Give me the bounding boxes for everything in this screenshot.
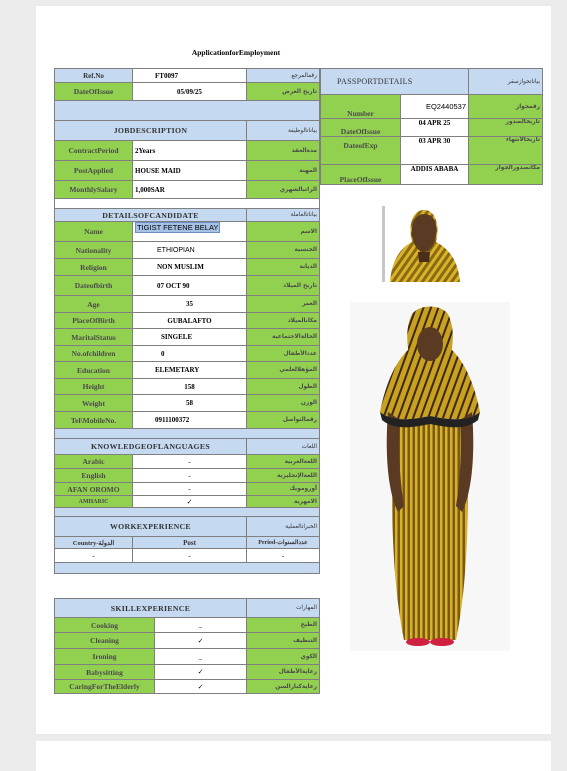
skill-babysitting-row: [55, 665, 320, 680]
skill-ironing-row: [55, 649, 320, 665]
post-label: PostApplied: [55, 161, 133, 181]
contract-value: 2Years: [133, 141, 247, 161]
ref-ar: رقمالمرجع: [247, 69, 320, 83]
contract-row: [55, 141, 320, 161]
candidate-header-ar: بياناتالعاملة: [247, 209, 320, 222]
salary-value: 1,000SAR: [133, 181, 247, 199]
lang-english-label: English: [55, 469, 133, 483]
headshot-photo: [382, 206, 465, 282]
phone-label: Tel\MobileNo.: [55, 412, 133, 429]
ref-value: FT0097: [133, 69, 247, 83]
passport-header: PASSPORTDETAILS: [321, 69, 469, 95]
work-col-country: Country-الدولة: [55, 537, 133, 549]
pob-value: GUBALAFTO: [133, 313, 247, 329]
skill-cleaning-row: [55, 633, 320, 649]
skills-header: SKILLEXPERIENCE: [55, 599, 247, 618]
skill-cooking-value: _: [155, 618, 247, 633]
children-ar: عددالأطفال: [247, 346, 320, 362]
passport-exp-ar: تاريخالانتهاء: [469, 137, 543, 165]
skill-babysitting-ar: رعايةالأطفال: [247, 665, 320, 680]
education-ar: المؤهلالعلمي: [247, 362, 320, 379]
lang-amharic-label: AMHARIC: [55, 496, 133, 508]
lang-english-ar: اللغةالإنجليزية: [247, 469, 320, 483]
work-header: WORKEXPERIENCE: [55, 517, 247, 537]
name-value: TIGIST FETENE BELAY: [137, 223, 219, 232]
passport-number-label: Number: [321, 95, 401, 119]
work-country-value: -: [55, 549, 133, 563]
marital-row: [55, 329, 320, 346]
children-value: 0: [133, 346, 247, 362]
dob-row: [55, 276, 320, 296]
job-header-ar: بياناتالوظيفة: [247, 121, 320, 141]
education-row: [55, 362, 320, 379]
salary-row: [55, 181, 320, 199]
full-body-photo: [350, 302, 510, 651]
lang-amharic-ar: الامهرية: [247, 496, 320, 508]
marital-value: SINGELE: [133, 329, 247, 346]
weight-row: [55, 395, 320, 412]
work-header-row: [55, 517, 320, 537]
phone-row: [55, 412, 320, 429]
weight-value: 58: [133, 395, 247, 412]
nationality-ar: الجنسية: [247, 242, 320, 259]
skill-elderly-ar: رعايةكبارالسن: [247, 680, 320, 694]
nationality-row: [55, 242, 320, 259]
skill-cooking-ar: الطبخ: [247, 618, 320, 633]
lang-header-ar: اللغات: [247, 439, 320, 455]
marital-label: MaritalStatus: [55, 329, 133, 346]
phone-ar: رقمالتواصل: [247, 412, 320, 429]
skill-ironing-value: _: [155, 649, 247, 665]
skill-babysitting-value: ✓: [155, 665, 247, 680]
education-value: ELEMETARY: [133, 362, 247, 379]
age-ar: العمر: [247, 296, 320, 313]
document-title: ApplicationforEmployment: [191, 48, 281, 57]
passport-number-row: [321, 95, 543, 119]
dob-value: 07 OCT 90: [133, 276, 247, 296]
passport-exp-row: [321, 137, 543, 165]
lang-english-value: -: [133, 469, 247, 483]
lang-oromo-ar: أوروموبك: [247, 483, 320, 496]
job-header: JOBDESCRIPTION: [55, 121, 247, 141]
marital-ar: الحالةالاجتماعية: [247, 329, 320, 346]
passport-exp-value: 03 APR 30: [401, 137, 469, 165]
skill-cleaning-ar: التنظيف: [247, 633, 320, 649]
skill-elderly-label: CaringForTheElderly: [55, 680, 155, 694]
date-issue-value: 05/09/25: [133, 83, 247, 101]
work-post-value: -: [133, 549, 247, 563]
work-col-period: Period-عددالسنوات: [247, 537, 320, 549]
passport-place-value: ADDIS ABABA: [401, 165, 469, 185]
skills-header-ar: المهارات: [247, 599, 320, 618]
passport-number-value: EQ2440537: [401, 95, 469, 119]
passport-issue-row: [321, 119, 543, 137]
left-form-table: [54, 68, 320, 574]
lang-oromo-value: -: [133, 483, 247, 496]
passport-header-row: [321, 69, 543, 95]
work-period-value: -: [247, 549, 320, 563]
passport-place-ar: مكانصدورالجواز: [469, 165, 543, 185]
contract-ar: مدةالعقد: [247, 141, 320, 161]
age-label: Age: [55, 296, 133, 313]
age-row: [55, 296, 320, 313]
nationality-label: Nationality: [55, 242, 133, 259]
next-page: [36, 741, 551, 771]
nationality-value: ETHIOPIAN: [133, 242, 247, 259]
pob-row: [55, 313, 320, 329]
lang-header: KNOWLEDGEOFLANGUAGES: [55, 439, 247, 455]
job-header-row: [55, 121, 320, 141]
religion-ar: الديانة: [247, 259, 320, 276]
date-issue-row: [55, 83, 320, 101]
skill-babysitting-label: Babysitting: [55, 665, 155, 680]
weight-ar: الوزن: [247, 395, 320, 412]
blue-spacer-row: [55, 101, 320, 121]
work-data-row: [55, 549, 320, 563]
skill-elderly-row: [55, 680, 320, 694]
children-label: No.ofchildren: [55, 346, 133, 362]
skill-elderly-value: ✓: [155, 680, 247, 694]
candidate-header: DETAILSOFCANDIDATE: [55, 209, 247, 222]
lang-amharic-value: ✓: [133, 496, 247, 508]
name-ar: الاسم: [247, 222, 320, 242]
education-label: Education: [55, 362, 133, 379]
dob-ar: تاريخ الميلاد: [247, 276, 320, 296]
lang-oromo-row: [55, 483, 320, 496]
skills-header-row: [55, 599, 320, 618]
weight-label: Weight: [55, 395, 133, 412]
passport-place-row: [321, 165, 543, 185]
height-ar: الطول: [247, 379, 320, 395]
name-row: [55, 222, 320, 242]
passport-exp-label: DateofExp: [321, 137, 401, 165]
work-header-ar: الخبراتالعملية: [247, 517, 320, 537]
ref-row: [55, 69, 320, 83]
lang-english-row: [55, 469, 320, 483]
skills-table: [54, 598, 320, 694]
pob-label: PlaceOfBirth: [55, 313, 133, 329]
skill-ironing-label: Ironing: [55, 649, 155, 665]
candidate-header-row: [55, 209, 320, 222]
lang-arabic-value: -: [133, 455, 247, 469]
passport-issue-label: DateOfIssue: [321, 119, 401, 137]
post-value: HOUSE MAID: [133, 161, 247, 181]
lang-arabic-ar: اللغةالعربية: [247, 455, 320, 469]
skill-ironing-ar: الكوي: [247, 649, 320, 665]
skill-cleaning-value: ✓: [155, 633, 247, 649]
contract-label: ContractPeriod: [55, 141, 133, 161]
height-row: [55, 379, 320, 395]
date-issue-ar: تاريخ العرض: [247, 83, 320, 101]
lang-header-row: [55, 439, 320, 455]
passport-number-ar: رقمجواز: [469, 95, 543, 119]
passport-issue-ar: تاريخالصدور: [469, 119, 543, 137]
post-ar: المهنة: [247, 161, 320, 181]
salary-label: MonthlySalary: [55, 181, 133, 199]
lang-arabic-label: Arabic: [55, 455, 133, 469]
phone-value: 0911100372: [133, 412, 247, 429]
height-value: 158: [133, 379, 247, 395]
date-issue-label: DateOfIssue: [55, 83, 133, 101]
passport-header-ar: بياناتجوازسفر: [469, 69, 543, 95]
post-row: [55, 161, 320, 181]
religion-value: NON MUSLIM: [133, 259, 247, 276]
lang-amharic-row: [55, 496, 320, 508]
skill-cooking-label: Cooking: [55, 618, 155, 633]
passport-issue-value: 04 APR 25: [401, 119, 469, 137]
ref-label: Ref.No: [55, 69, 133, 83]
dob-label: Dateofbirth: [55, 276, 133, 296]
salary-ar: الراتبالشهري: [247, 181, 320, 199]
height-label: Height: [55, 379, 133, 395]
age-value: 35: [133, 296, 247, 313]
lang-arabic-row: [55, 455, 320, 469]
pob-ar: مكانالميلاد: [247, 313, 320, 329]
children-row: [55, 346, 320, 362]
religion-row: [55, 259, 320, 276]
passport-table: [320, 68, 543, 185]
work-col-post: Post: [133, 537, 247, 549]
religion-label: Religion: [55, 259, 133, 276]
skill-cooking-row: [55, 618, 320, 633]
lang-oromo-label: AFAN OROMO: [55, 483, 133, 496]
skill-cleaning-label: Cleaning: [55, 633, 155, 649]
passport-place-label: PlaceOfIssue: [321, 165, 401, 185]
work-cols-row: [55, 537, 320, 549]
name-label: Name: [55, 222, 133, 242]
